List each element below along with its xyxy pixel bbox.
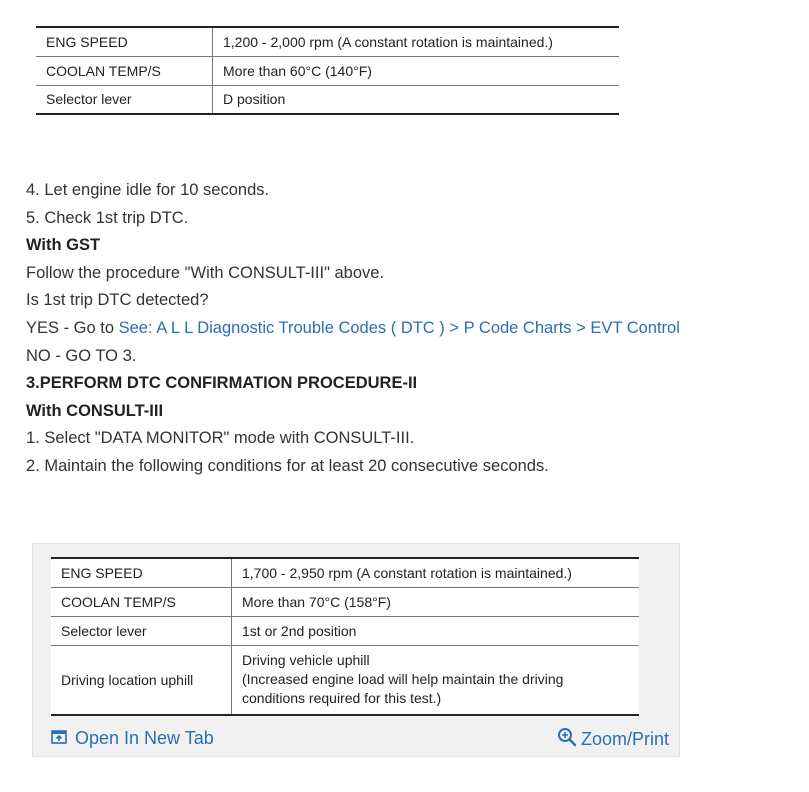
table-key: Selector lever bbox=[51, 616, 232, 645]
value-line: Driving vehicle uphill bbox=[242, 652, 370, 669]
table-value: D position bbox=[223, 91, 286, 108]
table-value: More than 70°C (158°F) bbox=[242, 593, 391, 610]
table-row bbox=[51, 616, 639, 645]
table-key: ENG SPEED bbox=[36, 27, 213, 56]
open-in-new-tab-label: Open In New Tab bbox=[75, 728, 214, 748]
value-line: conditions required for this test.) bbox=[242, 690, 442, 707]
procedure-text bbox=[26, 177, 680, 481]
table-value bbox=[232, 645, 640, 715]
zoom-magnifier-icon bbox=[557, 727, 577, 752]
table-row bbox=[36, 27, 619, 56]
table-row bbox=[51, 558, 639, 587]
with-consult-heading: With CONSULT-III bbox=[26, 401, 164, 420]
no-line: NO - GO TO 3. bbox=[26, 346, 137, 365]
table-value: 1,700 - 2,950 rpm (A constant rotation is maintained.) bbox=[242, 564, 572, 581]
table-key: Selector lever bbox=[36, 85, 213, 114]
step-1: 1. Select "DATA MONITOR" mode with CONSULT-III. bbox=[26, 429, 415, 448]
table-row bbox=[51, 645, 639, 715]
open-in-new-tab-button[interactable] bbox=[51, 728, 214, 749]
with-gst-heading: With GST bbox=[26, 236, 101, 255]
figure-toolbar bbox=[33, 718, 679, 756]
table-value: 1,200 - 2,000 rpm (A constant rotation is maintained.) bbox=[223, 33, 553, 50]
table-key: ENG SPEED bbox=[51, 558, 232, 587]
yes-prefix: YES - Go to bbox=[26, 318, 119, 337]
table-value: More than 60°C (140°F) bbox=[223, 62, 372, 79]
table-key: COOLAN TEMP/S bbox=[36, 56, 213, 85]
follow-procedure-text: Follow the procedure "With CONSULT-III" above. bbox=[26, 263, 385, 282]
yes-line bbox=[26, 315, 680, 343]
table-row bbox=[36, 56, 619, 85]
question-text: Is 1st trip DTC detected? bbox=[26, 291, 209, 310]
step-5: 5. Check 1st trip DTC. bbox=[26, 208, 189, 227]
table-key: Driving location uphill bbox=[51, 645, 232, 715]
table-value: 1st or 2nd position bbox=[242, 622, 357, 639]
value-line: (Increased engine load will help maintain the driving bbox=[242, 671, 564, 688]
step-4: 4. Let engine idle for 10 seconds. bbox=[26, 181, 270, 199]
conditions-table-2 bbox=[51, 557, 639, 716]
section-heading: 3.PERFORM DTC CONFIRMATION PROCEDURE-II bbox=[26, 374, 418, 393]
dtc-link[interactable]: See: A L L Diagnostic Trouble Codes ( DTC ) > P Code Charts > EVT Control bbox=[118, 318, 680, 337]
table-row bbox=[36, 85, 619, 114]
conditions-table-1 bbox=[36, 26, 619, 115]
figure-container bbox=[32, 543, 680, 757]
table-row bbox=[51, 587, 639, 616]
table-key: COOLAN TEMP/S bbox=[51, 587, 232, 616]
zoom-print-button[interactable] bbox=[557, 727, 669, 752]
step-2: 2. Maintain the following conditions for at least 20 consecutive seconds. bbox=[26, 456, 549, 475]
zoom-print-label: Zoom/Print bbox=[580, 729, 669, 749]
open-in-new-tab-icon bbox=[51, 728, 67, 749]
